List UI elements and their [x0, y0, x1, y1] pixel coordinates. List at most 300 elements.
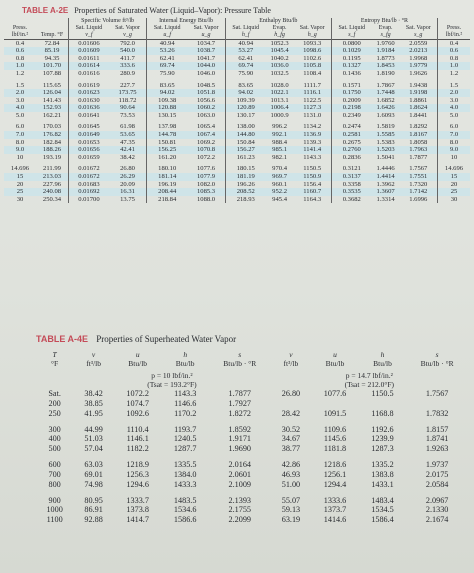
group-entropy: Entropy Btu/lb · °R: [331, 18, 437, 25]
table-cell: 9.0: [438, 146, 471, 154]
table-cell: 1060.2: [196, 104, 216, 112]
table-cell: 0.3535: [331, 188, 371, 196]
hdr-v-right: v: [289, 350, 293, 359]
table-cell: 2.0601: [228, 469, 252, 479]
table-cell: 227.96: [42, 180, 62, 188]
table-cell: 1143.3: [303, 153, 322, 161]
table-cell: 69.01: [84, 469, 103, 479]
unit-v-right: ft³/lb: [283, 359, 299, 368]
table-cell: 208.44: [147, 188, 188, 196]
table-cell: 85.19: [44, 47, 60, 55]
table-cell: 1239.9: [371, 434, 394, 444]
table-cell: 25: [16, 188, 24, 196]
sym-sg: s_g: [414, 31, 423, 38]
table-row: [36, 480, 468, 490]
table-row: [4, 62, 470, 70]
table-cell: 1028.0: [270, 81, 289, 89]
table-cell: 120.88: [147, 104, 188, 112]
table-cell: 1141.4: [303, 146, 322, 154]
table-cell: 196.19: [147, 181, 188, 189]
table-cell: 200: [48, 398, 61, 408]
table-row: [36, 389, 468, 399]
table-cell: 1000.9: [270, 111, 289, 119]
table-cell: 213.03: [42, 172, 62, 180]
table-row: [4, 47, 470, 55]
table-cell: 0.3358: [331, 181, 371, 189]
table-cell: 0.01611: [69, 55, 109, 63]
table-cell: 600: [48, 460, 61, 470]
table-cell: 0.01683: [69, 181, 109, 189]
table-cell: 0.2836: [331, 154, 371, 162]
hdr-sf: Sat. Liquid: [331, 25, 371, 32]
table-cell: 1.5: [15, 81, 25, 89]
table-cell: 0.01619: [69, 78, 109, 90]
table-cell: 0.4: [438, 39, 471, 47]
table-cell: 101.70: [42, 62, 62, 70]
table-a4e-label: TABLE A-4E: [36, 334, 89, 344]
table-cell: 42.86: [281, 460, 301, 470]
table-cell: 69.74: [147, 62, 188, 70]
table-cell: 1218.9: [126, 460, 149, 470]
table-cell: 38.42: [120, 153, 135, 161]
table-cell: 94.02: [147, 89, 188, 97]
table-cell: 945.4: [272, 195, 288, 203]
table-cell: 53.27: [225, 47, 265, 55]
table-cell: 182.84: [42, 138, 62, 146]
table-cell: 500: [48, 444, 61, 454]
table-cell: 2.0584: [425, 479, 449, 489]
table-cell: 0.01630: [69, 97, 109, 105]
table-cell: 1.2: [438, 70, 471, 78]
hdr-u-left: u: [135, 350, 140, 359]
table-row: [4, 146, 470, 154]
table-cell: 3.0: [438, 97, 471, 105]
table-cell: 1.7567: [425, 389, 449, 398]
table-cell: 1056.6: [196, 96, 216, 104]
table-cell: 42.41: [120, 146, 135, 154]
table-cell: 0.1195: [331, 55, 371, 63]
table-cell: 20.09: [120, 180, 135, 188]
table-row: [4, 39, 470, 47]
sym-vf: v_f: [69, 32, 109, 39]
table-cell: 1048.5: [196, 81, 216, 89]
table-cell: 1150.9: [303, 172, 322, 180]
table-cell: 1110.4: [126, 424, 149, 434]
table-cell: 0.01659: [69, 154, 109, 162]
table-cell: 250.34: [42, 195, 62, 203]
table-cell: 1150.5: [303, 165, 322, 173]
table-cell: 144.80: [225, 131, 265, 139]
table-cell: 1.8272: [228, 408, 252, 418]
table-cell: 1170.2: [174, 408, 197, 418]
table-cell: 26.80: [120, 165, 135, 173]
table-cell: 2.0213: [409, 47, 428, 55]
table-cell: 10: [16, 153, 24, 161]
table-cell: 1.5819: [376, 123, 395, 131]
left-tsat: (Tsat = 193.2°F): [147, 380, 197, 389]
table-cell: 1040.2: [270, 54, 289, 62]
table-cell: 0.01645: [69, 119, 109, 131]
table-cell: 0.3121: [331, 161, 371, 173]
table-cell: 1.7927: [228, 398, 252, 408]
sym-hg: h_g: [307, 31, 317, 38]
table-cell: 1414.7: [126, 515, 149, 525]
table-row: [36, 515, 468, 525]
table-cell: 53.26: [147, 47, 188, 55]
unit-h-right: Btu/lb: [373, 359, 392, 368]
table-cell: 40.94: [225, 39, 265, 47]
table-row: [36, 409, 468, 419]
table-cell: 1111.7: [303, 81, 321, 89]
table-cell: 1.8453: [376, 62, 395, 70]
table-cell: 0.01653: [69, 139, 109, 147]
table-cell: 1146.6: [174, 398, 197, 408]
table-cell: 250: [48, 408, 61, 418]
hdr-u-right: u: [333, 350, 337, 359]
table-cell: 0.1571: [331, 78, 371, 90]
group-enthalpy: Enthalpy Btu/lb: [225, 18, 331, 25]
group-internal-energy: Internal Energy Btu/lb: [147, 18, 226, 25]
table-cell: 26.80: [281, 389, 301, 398]
table-cell: 1.7142: [409, 188, 428, 196]
table-cell: 180.10: [147, 161, 188, 173]
sym-hfg: h_fg: [274, 31, 285, 38]
table-cell: 1181.8: [323, 444, 347, 454]
table-cell: 1063.0: [196, 111, 216, 119]
table-cell: 0.6: [438, 47, 471, 55]
unit-s-left: Btu/lb · °R: [223, 359, 257, 368]
table-cell: 13.75: [120, 195, 135, 203]
table-cell: 30: [16, 195, 24, 203]
table-cell: 1.9968: [409, 54, 428, 62]
table-cell: 1.4414: [376, 172, 395, 180]
table-cell: 161.23: [225, 154, 265, 162]
table-cell: 2.0: [438, 89, 471, 97]
table-cell: 1070.8: [196, 146, 216, 154]
table-cell: 1534.6: [173, 505, 197, 515]
table-cell: 1335.2: [371, 460, 394, 470]
table-cell: 0.2760: [331, 146, 371, 154]
table-row: [4, 173, 470, 181]
table-row: [36, 444, 468, 454]
table-cell: 107.88: [42, 69, 62, 77]
table-cell: 1182.2: [126, 444, 149, 454]
hdr-uf: Sat. Liquid: [147, 25, 188, 32]
table-cell: 1.8773: [376, 54, 395, 62]
table-cell: 7.0: [15, 131, 25, 139]
table-cell: [359, 399, 407, 409]
table-cell: [311, 399, 359, 409]
table-cell: 1333.6: [323, 495, 347, 505]
table-cell: 1.9626: [409, 69, 428, 77]
table-cell: 1373.7: [323, 505, 347, 515]
table-cell: 80.95: [84, 495, 103, 505]
table-cell: 8.0: [438, 139, 471, 147]
table-cell: 0.1750: [331, 89, 371, 97]
table-cell: 0.2581: [331, 131, 371, 139]
table-a2e-title: [22, 6, 271, 15]
col-press: Press. lbf/in.²: [11, 24, 29, 38]
table-cell: 162.21: [42, 111, 62, 119]
table-cell: 62.41: [147, 55, 188, 63]
table-cell: 1122.5: [303, 96, 322, 104]
table-cell: 1.9690: [228, 444, 252, 454]
table-cell: 130.17: [225, 112, 265, 120]
table-cell: 14.696: [438, 161, 471, 173]
table-cell: 0.01700: [69, 196, 109, 204]
table-cell: 0.1327: [331, 62, 371, 70]
table-cell: 0.0800: [331, 39, 371, 47]
table-cell: 1134.2: [303, 123, 322, 131]
table-cell: 1.7867: [376, 81, 395, 89]
table-cell: 1.8058: [409, 138, 428, 146]
table-cell: Sat.: [48, 389, 61, 398]
table-cell: 38.85: [84, 398, 103, 408]
table-row: [36, 419, 468, 435]
table-cell: 1.3314: [376, 195, 395, 203]
table-cell: 130.15: [147, 112, 188, 120]
table-cell: 2.1393: [228, 495, 252, 505]
table-cell: 1.5041: [376, 153, 395, 161]
hdr-h-left: h: [183, 350, 188, 359]
table-row: [4, 161, 470, 173]
table-cell: 1.8624: [409, 104, 428, 112]
table-cell: 411.7: [120, 54, 135, 62]
table-cell: 1077.6: [196, 165, 216, 173]
table-cell: 0.1436: [331, 70, 371, 78]
table-cell: 144.78: [147, 131, 188, 139]
hdr-ug: Sat. Vapor: [193, 24, 219, 31]
table-a2e-caption: Properties of Saturated Water (Liquid–Vapor): Pressure Table: [74, 6, 271, 15]
table-row: [36, 505, 468, 515]
table-cell: 1483.4: [371, 495, 394, 505]
table-cell: 1240.5: [173, 434, 197, 444]
table-cell: 0.8: [15, 54, 25, 62]
table-cell: 69.74: [225, 62, 265, 70]
table-cell: 1150.5: [371, 389, 394, 398]
hdr-T: T: [52, 350, 57, 359]
table-row: [4, 112, 470, 120]
table-cell: 1006.4: [270, 104, 289, 112]
table-cell: 1105.8: [303, 62, 322, 70]
table-cell: 1160.7: [303, 188, 322, 196]
sym-hf: h_f: [225, 32, 265, 39]
table-cell: 57.04: [84, 444, 103, 454]
table-cell: 94.02: [225, 89, 265, 97]
table-cell: 1.9779: [409, 62, 428, 70]
table-cell: 1139.3: [303, 138, 322, 146]
col-press-right: Press. lbf/in.²: [438, 18, 471, 39]
table-cell: 38.42: [84, 389, 103, 398]
table-cell: 1082.0: [196, 180, 216, 188]
right-pressure: p = 14.7 lbf/in.²: [345, 371, 393, 380]
table-cell: 0.2009: [331, 97, 371, 105]
hdr-v-left: v: [91, 350, 96, 359]
table-row: [4, 104, 470, 112]
unit-s-right: Btu/lb · °R: [420, 359, 454, 368]
table-cell: 1072.2: [126, 389, 149, 398]
hdr-h-right: h: [380, 350, 385, 359]
table-a4e-caption: Properties of Superheated Water Vapor: [96, 334, 237, 344]
table-a4e-title: [36, 334, 236, 344]
table-cell: 0.01656: [69, 146, 109, 154]
table-cell: 15: [16, 172, 24, 180]
table-cell: 120.89: [225, 104, 265, 112]
table-cell: 83.65: [147, 78, 188, 90]
table-cell: 1.8441: [409, 111, 428, 119]
table-cell: 1.8741: [425, 434, 449, 444]
table-cell: 1051.8: [196, 89, 216, 97]
table-cell: 1.2: [15, 69, 25, 77]
table-cell: 0.01692: [69, 188, 109, 196]
table-cell: 63.19: [281, 515, 301, 525]
table-cell: 1.7551: [409, 172, 428, 180]
table-cell: 62.41: [225, 55, 265, 63]
table-cell: 1256.3: [126, 469, 149, 479]
table-cell: 952.2: [272, 188, 288, 196]
table-cell: 63.03: [84, 460, 103, 470]
table-cell: 1383.8: [371, 469, 394, 479]
table-row: [4, 154, 470, 162]
table-cell: 1.9438: [409, 81, 428, 89]
left-pressure: p = 10 lbf/in.²: [151, 371, 193, 380]
table-a2e-label: TABLE A-2E: [22, 6, 69, 15]
sym-sfg: s_fg: [380, 31, 391, 38]
table-cell: 92.88: [84, 515, 103, 525]
table-cell: 1069.2: [196, 138, 216, 146]
table-row: [36, 454, 468, 470]
table-cell: 1193.7: [174, 424, 197, 434]
table-cell: 6.0: [15, 123, 25, 131]
table-cell: 1.3962: [376, 180, 395, 188]
table-cell: 75.90: [225, 70, 265, 78]
table-cell: 960.1: [272, 180, 288, 188]
table-cell: 0.2675: [331, 139, 371, 147]
table-cell: 176.82: [42, 131, 62, 139]
table-row: [4, 181, 470, 189]
table-cell: 227.7: [120, 81, 135, 89]
table-cell: 74.98: [84, 479, 103, 489]
table-cell: 0.01636: [69, 104, 109, 112]
table-cell: 2.0559: [409, 39, 428, 47]
table-cell: 0.2474: [331, 119, 371, 131]
table-cell: 792.0: [120, 39, 135, 47]
table-cell: 55.07: [281, 495, 301, 505]
table-cell: 1373.8: [126, 505, 149, 515]
table-cell: 137.98: [147, 119, 188, 131]
table-cell: 2.1009: [228, 479, 252, 489]
table-cell: 1287.7: [173, 444, 197, 454]
table-cell: 16.31: [120, 188, 135, 196]
table-cell: 1.7320: [409, 180, 428, 188]
table-cell: 5.0: [438, 112, 471, 120]
hdr-sfg: Evap.: [378, 24, 393, 31]
table-cell: 40.94: [147, 39, 188, 47]
table-cell: 1.5203: [376, 146, 395, 154]
right-pressure-block: [271, 368, 468, 389]
table-cell: [406, 399, 468, 409]
table-cell: 1.9184: [376, 47, 395, 55]
table-cell: 1088.0: [196, 195, 216, 203]
table-cell: 73.53: [120, 111, 135, 119]
table-cell: 1.7963: [409, 146, 428, 154]
table-cell: 1127.3: [303, 104, 322, 112]
table-cell: 170.03: [42, 123, 62, 131]
table-cell: 1.8167: [409, 131, 428, 139]
table-row: [36, 490, 468, 506]
table-cell: 1116.1: [303, 89, 322, 97]
table-cell: 61.98: [120, 123, 135, 131]
table-cell: 700: [48, 469, 61, 479]
table-cell: 7.0: [438, 131, 471, 139]
table-cell: 0.01616: [69, 70, 109, 78]
table-cell: 1067.4: [196, 131, 216, 139]
table-row: [36, 399, 468, 409]
table-cell: 218.93: [225, 196, 265, 204]
table-row: [4, 97, 470, 105]
table-cell: 14.696: [10, 165, 30, 173]
table-cell: 1143.3: [174, 389, 197, 398]
table-cell: 181.14: [147, 173, 188, 181]
table-cell: 1294.6: [126, 479, 149, 489]
table-cell: 20: [438, 181, 471, 189]
table-cell: 141.43: [42, 96, 62, 104]
table-cell: 1294.4: [323, 479, 347, 489]
saturated-water-table: [4, 18, 470, 203]
table-cell: 1034.7: [196, 39, 216, 47]
unit-u-left: Btu/lb: [128, 359, 148, 368]
table-cell: 0.01609: [69, 47, 109, 55]
table-cell: 333.6: [120, 62, 135, 70]
table-cell: 1.7877: [409, 153, 428, 161]
table-cell: 1091.5: [323, 408, 347, 418]
sym-sf: s_f: [331, 32, 371, 39]
table-cell: 1074.7: [126, 398, 149, 408]
table-cell: 0.01614: [69, 62, 109, 70]
table-cell: 10: [438, 154, 471, 162]
table-cell: 118.72: [118, 96, 137, 104]
table-cell: 1.6426: [376, 104, 395, 112]
table-cell: 1.6996: [409, 195, 428, 203]
table-cell: 280.9: [120, 69, 135, 77]
table-cell: 1065.4: [196, 123, 216, 131]
table-cell: 1414.6: [323, 515, 347, 525]
table-cell: 9.0: [15, 146, 25, 154]
table-cell: 2.0175: [425, 469, 449, 479]
table-cell: 969.7: [272, 172, 288, 180]
table-cell: 138.00: [225, 119, 265, 131]
table-cell: 1.7448: [376, 89, 395, 97]
table-cell: 34.67: [281, 434, 301, 444]
table-row: [36, 470, 468, 480]
table-cell: 1.9171: [228, 434, 252, 444]
table-cell: 992.1: [272, 131, 288, 139]
table-cell: 180.15: [225, 161, 265, 173]
table-cell: 1077.6: [323, 389, 347, 398]
table-cell: 46.93: [281, 469, 301, 479]
table-cell: 109.38: [147, 97, 188, 105]
table-row: [4, 196, 470, 204]
table-cell: 1.5585: [376, 131, 395, 139]
table-cell: 47.35: [120, 138, 135, 146]
table-cell: 1.5383: [376, 138, 395, 146]
table-cell: 156.25: [147, 146, 188, 154]
table-cell: 1.6852: [376, 96, 395, 104]
table-cell: 1287.3: [371, 444, 394, 454]
table-cell: 1.5: [438, 78, 471, 90]
table-row: [4, 119, 470, 131]
table-cell: 90.64: [120, 104, 135, 112]
